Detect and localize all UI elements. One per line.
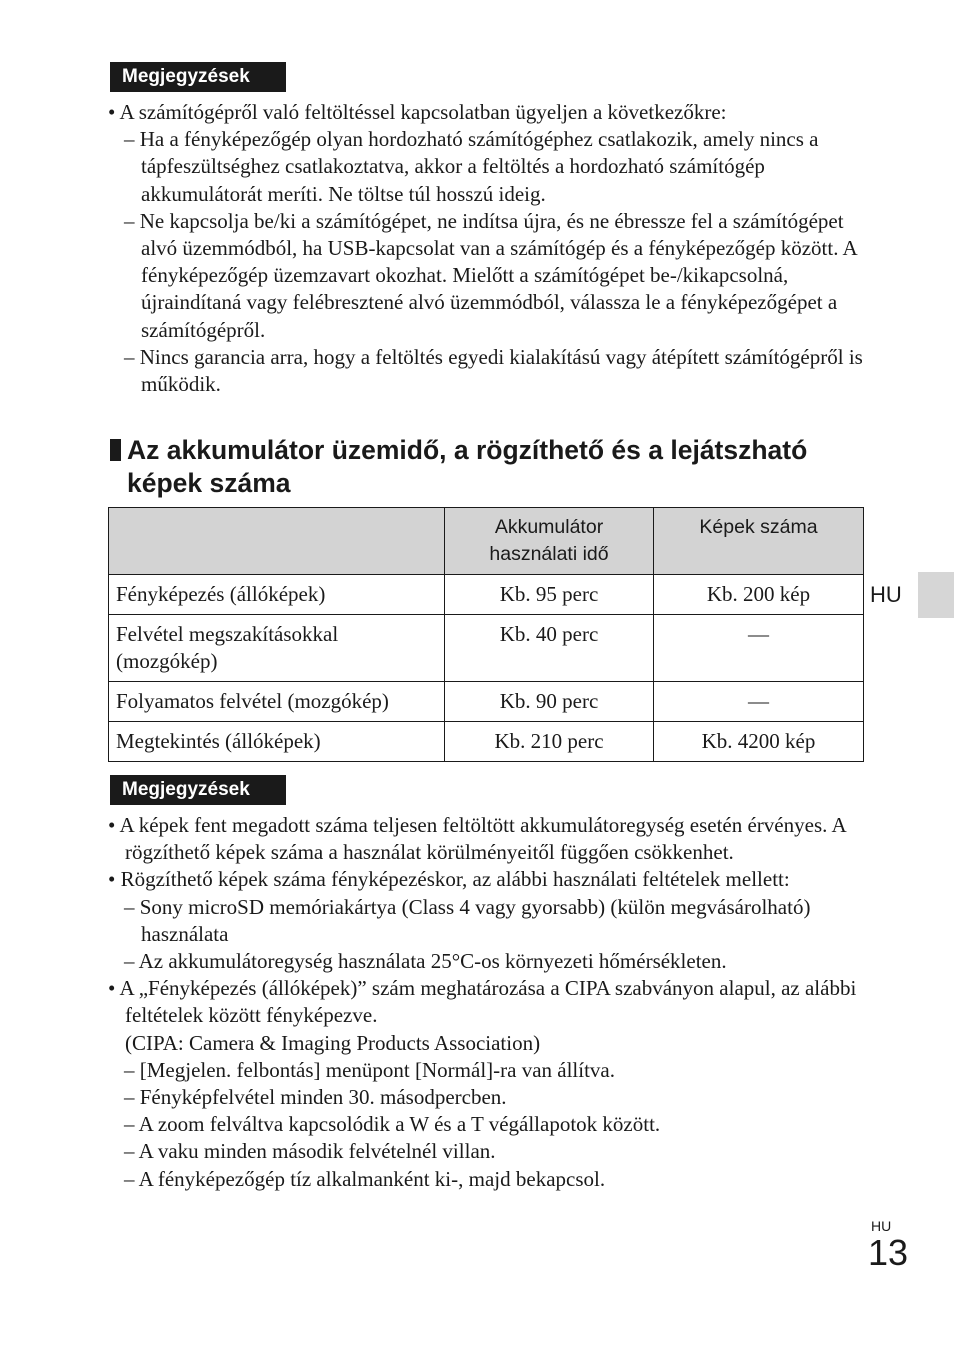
note-item: – A zoom felváltva kapcsolódik a W és a T végállapotok között. [124, 1112, 661, 1137]
battery-table [108, 507, 864, 762]
notes-label-bottom: Megjegyzések [110, 775, 286, 805]
notes-top [108, 99, 868, 398]
table-cell: — [654, 682, 864, 722]
table-header-cell: Képek száma [654, 508, 864, 575]
notes-label-top: Megjegyzések [110, 62, 286, 92]
note-item: • A képek fent megadott száma teljesen feltöltött akkumulátoregység esetén érvényes. A rögzíthető képek száma a használat körülményeitől függően csökkenhet. [108, 813, 846, 865]
note-item: – [Megjelen. felbontás] menüpont [Normál]-ra van állítva. [124, 1057, 615, 1082]
table-row [109, 722, 864, 762]
note-item: – Az akkumulátoregység használata 25°C-os környezeti hőmérsékleten. [124, 949, 727, 974]
table-cell: Fényképezés (állóképek) [109, 575, 445, 615]
table-row [109, 615, 864, 682]
table-cell: Megtekintés (állóképek) [109, 722, 445, 762]
heading-marker-icon [110, 439, 121, 461]
note-item: • A „Fényképezés (állóképek)” szám meghatározása a CIPA szabványon alapul, az alábbi feltételek között fényképezve. [108, 976, 857, 1028]
section-heading [108, 434, 868, 500]
table-cell: Felvétel megszakításokkal (mozgókép) [109, 615, 445, 682]
table-cell: Kb. 95 perc [445, 575, 654, 615]
note-item: • Rögzíthető képek száma fényképezéskor, az alábbi használati feltételek mellett: [108, 867, 790, 892]
note-item: – Ha a fényképezőgép olyan hordozható számítógéphez csatlakozik, amely nincs a tápfeszültséghez csatlakoztatva, akkor a feltöltés a hordozható számítógép akkumulátorát meríti. Ne töltse túl hosszú ideig. [124, 127, 819, 206]
note-item: • A számítógépről való feltöltéssel kapcsolatban ügyeljen a következőkre: [108, 100, 727, 124]
notes-bottom [108, 812, 868, 1193]
note-item: – A fényképezőgép tíz alkalmanként ki-, majd bekapcsol. [124, 1166, 606, 1191]
note-item: (CIPA: Camera & Imaging Products Association) [125, 1030, 541, 1055]
table-row [109, 575, 864, 615]
note-item: – Nincs garancia arra, hogy a feltöltés egyedi kialakítású vagy átépített számítógépről is működik. [124, 344, 863, 397]
note-item: – Fényképfelvétel minden 30. másodpercben. [124, 1085, 507, 1110]
table-row [109, 682, 864, 722]
table-cell: Kb. 4200 kép [654, 722, 864, 762]
note-item: – Ne kapcsolja be/ki a számítógépet, ne indítsa újra, és ne ébressze fel a számítógépet alvó üzemmódból, ha USB-kapcsolat van a számítógép és a fényképezőgép között. A fényképezőgép üzemzavart okozhat. Mielőtt a számítógépet be-/kikapcsolná, újraindítaná vagy felébresztené alvó üzemmódból, válassza le a fényképezőgépet a számítógépről. [124, 208, 857, 342]
side-language-label: HU [870, 582, 902, 607]
note-item: – Sony microSD memóriakártya (Class 4 vagy gyorsabb) (külön megvásárolható) használata [124, 894, 811, 946]
table-header-row [109, 508, 864, 575]
page-number: 13 [868, 1232, 909, 1273]
section-heading-text: Az akkumulátor üzemidő, a rögzíthető és a lejátszható képek száma [127, 435, 808, 498]
table-cell: Kb. 40 perc [445, 615, 654, 682]
table-cell: Folyamatos felvétel (mozgókép) [109, 682, 445, 722]
footer-language-label: HU [871, 1218, 892, 1234]
side-tab [918, 572, 954, 618]
table-header-cell [109, 508, 445, 575]
table-cell: Kb. 90 perc [445, 682, 654, 722]
table-cell: Kb. 200 kép [654, 575, 864, 615]
table-cell: — [654, 615, 864, 682]
table-header-cell: Akkumulátor használati idő [445, 508, 654, 575]
note-item: – A vaku minden második felvételnél villan. [124, 1139, 496, 1164]
table-cell: Kb. 210 perc [445, 722, 654, 762]
